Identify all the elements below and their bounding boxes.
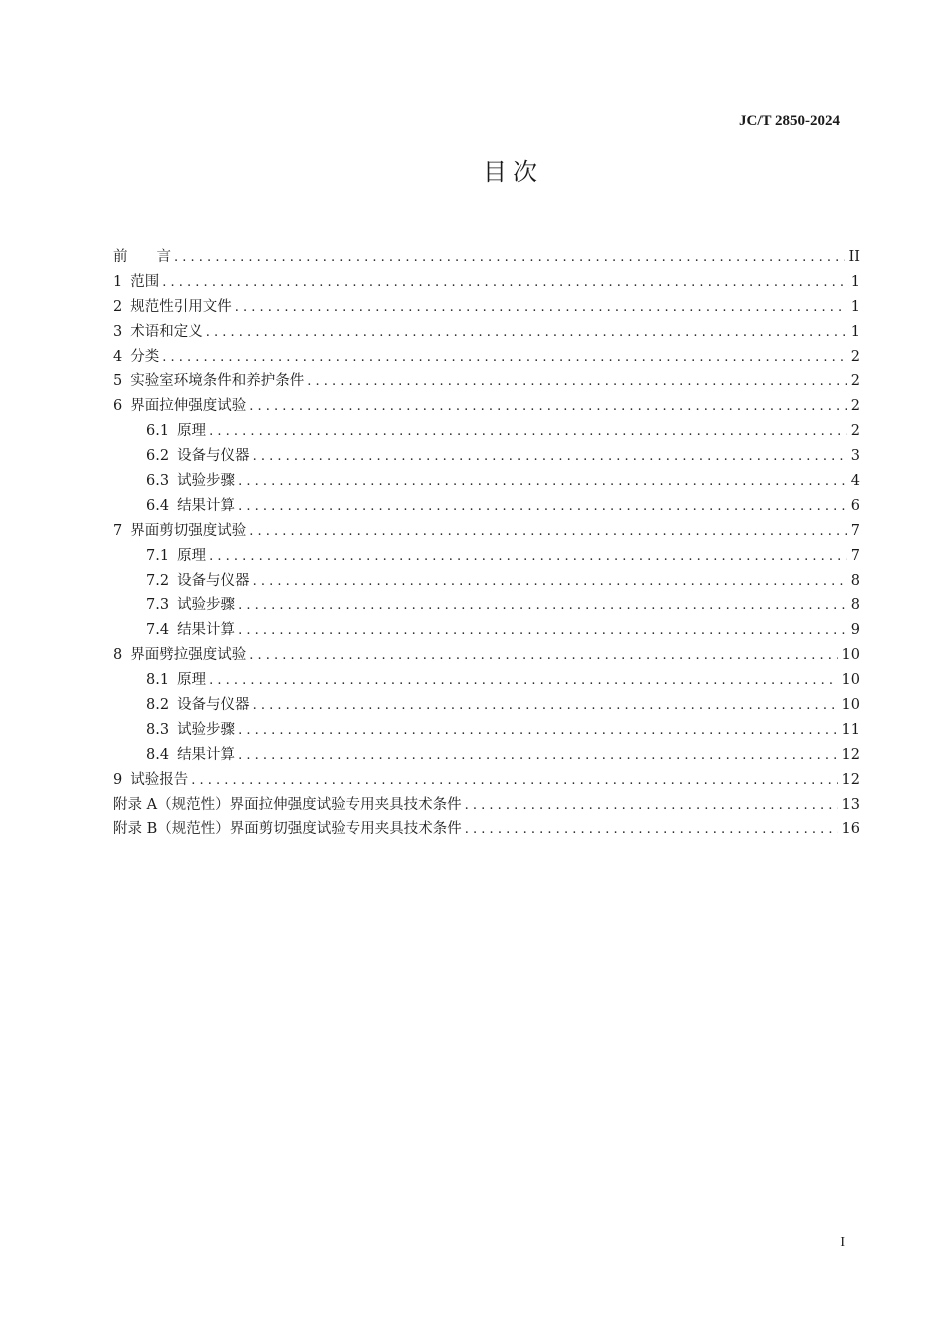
- toc-entry[interactable]: [113, 519, 860, 544]
- toc-entry-label: [146, 618, 238, 639]
- toc-entry-page: 1: [850, 298, 860, 315]
- toc-leader-dots: [238, 723, 837, 738]
- toc-entry-page: 12: [841, 771, 860, 788]
- toc-entry[interactable]: [113, 369, 860, 394]
- toc-leader-dots: [307, 374, 847, 389]
- toc-entry[interactable]: [113, 419, 860, 444]
- toc-entry-page: 2: [850, 348, 860, 365]
- toc-entry-label: [113, 793, 465, 814]
- toc-entry-label: [113, 817, 465, 838]
- toc-entry-number: 8.3: [146, 721, 170, 738]
- toc-entry-number: 1: [113, 273, 123, 290]
- toc-entry-page: 16: [841, 821, 860, 838]
- toc-entry[interactable]: [113, 569, 860, 594]
- toc-entry-number: 7.1: [146, 547, 170, 564]
- toc-entry-text: 结果计算: [177, 497, 236, 514]
- toc-leader-dots: [191, 773, 837, 788]
- toc-entry-label: [146, 544, 209, 565]
- toc-entry[interactable]: [113, 295, 860, 320]
- toc-entry-page: 8: [850, 572, 860, 589]
- toc-entry-page: 2: [850, 373, 860, 390]
- toc-entry[interactable]: [113, 618, 860, 643]
- toc-entry-text: 原理: [177, 423, 207, 440]
- toc-entry-page: 9: [850, 622, 860, 639]
- toc-entry-text: 试验步骤: [177, 721, 236, 738]
- toc-entry-number: 6: [113, 398, 123, 415]
- toc-entry-page: II: [848, 249, 860, 265]
- toc-entry-number: 7.4: [146, 622, 170, 639]
- toc-entry-number: 7: [113, 522, 123, 539]
- toc-entry-page: 6: [850, 497, 860, 514]
- toc-entry[interactable]: [113, 593, 860, 618]
- toc-leader-dots: [209, 673, 837, 688]
- toc-entry-number: 6.2: [146, 448, 170, 465]
- toc-entry-number: 7.2: [146, 572, 170, 589]
- toc-entry-number: 4: [113, 348, 123, 365]
- toc-entry-text: 结果计算: [177, 746, 236, 763]
- toc-leader-dots: [238, 598, 847, 613]
- toc-entry-page: 1: [850, 323, 860, 340]
- toc-entry-label: [146, 743, 238, 764]
- toc-entry-label: [113, 394, 249, 415]
- toc-entry-text: 原理: [177, 547, 207, 564]
- toc-entry-text: 试验报告: [130, 771, 189, 788]
- toc-entry-number: 6.4: [146, 497, 170, 514]
- toc-entry[interactable]: [113, 817, 860, 842]
- toc-entry-text: 规范性引用文件: [130, 298, 232, 315]
- toc-entry-number: 8.2: [146, 697, 170, 714]
- toc-entry-label: [113, 369, 307, 390]
- toc-leader-dots: [174, 250, 845, 265]
- toc-entry-label: [146, 593, 238, 614]
- toc-entry[interactable]: [113, 793, 860, 818]
- toc-entry-text: 界面劈拉强度试验: [130, 647, 247, 664]
- toc-entry-page: 2: [850, 423, 860, 440]
- toc-entry-label: [113, 345, 162, 366]
- toc-entry[interactable]: [113, 320, 860, 345]
- toc-leader-dots: [209, 549, 847, 564]
- toc-entry[interactable]: [113, 469, 860, 494]
- toc-entry-text: 结果计算: [177, 622, 236, 639]
- toc-entry-page: 7: [850, 547, 860, 564]
- toc-entry-text: 设备与仪器: [177, 572, 250, 589]
- page-number: I: [840, 1235, 845, 1250]
- toc-entry-page: 7: [850, 522, 860, 539]
- toc-leader-dots: [249, 399, 847, 414]
- toc-leader-dots: [206, 325, 847, 340]
- toc-entry-number: 8.4: [146, 746, 170, 763]
- toc-entry-number: 8.1: [146, 672, 170, 689]
- toc-leader-dots: [162, 275, 847, 290]
- toc-entry-label: [146, 668, 209, 689]
- toc-entry[interactable]: [113, 245, 860, 270]
- toc-entry-page: 10: [841, 697, 860, 714]
- toc-entry-text: 附录 B（规范性）界面剪切强度试验专用夹具技术条件: [113, 821, 462, 838]
- document-code: JC/T 2850-2024: [739, 113, 840, 129]
- toc-entry[interactable]: [113, 345, 860, 370]
- toc-leader-dots: [238, 748, 837, 763]
- toc-leader-dots: [465, 822, 838, 837]
- toc-entry-text: 设备与仪器: [177, 448, 250, 465]
- toc-leader-dots: [253, 574, 847, 589]
- toc-entry-label: [113, 320, 206, 341]
- toc-entry-label: [113, 643, 249, 664]
- toc-leader-dots: [249, 524, 847, 539]
- toc-entry-text: 设备与仪器: [177, 697, 250, 714]
- toc-entry-page: 4: [850, 473, 860, 490]
- table-of-contents: [113, 245, 860, 842]
- toc-entry-text: 界面拉伸强度试验: [130, 398, 247, 415]
- toc-entry-number: 7.3: [146, 597, 170, 614]
- toc-leader-dots: [238, 474, 847, 489]
- toc-leader-dots: [209, 424, 847, 439]
- toc-entry[interactable]: [113, 693, 860, 718]
- toc-entry-text: 界面剪切强度试验: [130, 522, 247, 539]
- toc-leader-dots: [249, 648, 837, 663]
- toc-entry-label: [146, 718, 238, 739]
- toc-entry-text: 术语和定义: [130, 323, 203, 340]
- toc-entry[interactable]: [113, 718, 860, 743]
- toc-entry-text: 试验步骤: [177, 597, 236, 614]
- toc-entry-page: 8: [850, 597, 860, 614]
- toc-leader-dots: [253, 449, 847, 464]
- toc-entry-number: 9: [113, 771, 123, 788]
- toc-entry-page: 10: [841, 647, 860, 664]
- toc-entry-label: [113, 519, 249, 540]
- toc-entry-label: [146, 693, 253, 714]
- toc-entry-number: 2: [113, 298, 123, 315]
- toc-entry[interactable]: [113, 394, 860, 419]
- toc-leader-dots: [238, 623, 847, 638]
- toc-entry-text: 原理: [177, 672, 207, 689]
- toc-entry-label: [146, 569, 253, 590]
- toc-entry[interactable]: [113, 743, 860, 768]
- toc-entry-label: [146, 419, 209, 440]
- toc-entry-number: 6.3: [146, 473, 170, 490]
- toc-entry-text: 前 言: [113, 249, 171, 265]
- toc-entry-text: 实验室环境条件和养护条件: [130, 373, 305, 390]
- toc-entry[interactable]: [113, 768, 860, 793]
- toc-entry-label: [146, 444, 253, 465]
- toc-entry-text: 试验步骤: [177, 473, 236, 490]
- toc-entry-page: 12: [841, 746, 860, 763]
- toc-entry[interactable]: [113, 668, 860, 693]
- toc-entry-page: 3: [850, 448, 860, 465]
- toc-entry-text: 附录 A（规范性）界面拉伸强度试验专用夹具技术条件: [113, 796, 462, 813]
- toc-entry-number: 3: [113, 323, 123, 340]
- toc-leader-dots: [162, 350, 847, 365]
- toc-entry-page: 2: [850, 398, 860, 415]
- toc-entry-label: [113, 270, 162, 291]
- toc-entry-text: 范围: [130, 273, 160, 290]
- toc-entry[interactable]: [113, 444, 860, 469]
- toc-entry-page: 13: [841, 796, 860, 813]
- toc-entry-page: 1: [850, 273, 860, 290]
- toc-entry-label: [146, 494, 238, 515]
- toc-entry-number: 6.1: [146, 423, 170, 440]
- toc-entry-label: [113, 245, 174, 266]
- page-title: 目次: [483, 158, 543, 186]
- toc-entry-label: [146, 469, 238, 490]
- toc-entry-page: 11: [841, 721, 860, 738]
- toc-entry-page: 10: [841, 672, 860, 689]
- toc-entry[interactable]: [113, 494, 860, 519]
- toc-entry-number: 5: [113, 373, 123, 390]
- toc-leader-dots: [465, 798, 838, 813]
- toc-entry-label: [113, 768, 191, 789]
- toc-entry[interactable]: [113, 643, 860, 668]
- toc-entry-text: 分类: [130, 348, 160, 365]
- toc-leader-dots: [235, 300, 847, 315]
- toc-entry[interactable]: [113, 544, 860, 569]
- toc-entry[interactable]: [113, 270, 860, 295]
- toc-leader-dots: [238, 499, 847, 514]
- toc-entry-number: 8: [113, 647, 123, 664]
- toc-leader-dots: [253, 698, 838, 713]
- toc-entry-label: [113, 295, 235, 316]
